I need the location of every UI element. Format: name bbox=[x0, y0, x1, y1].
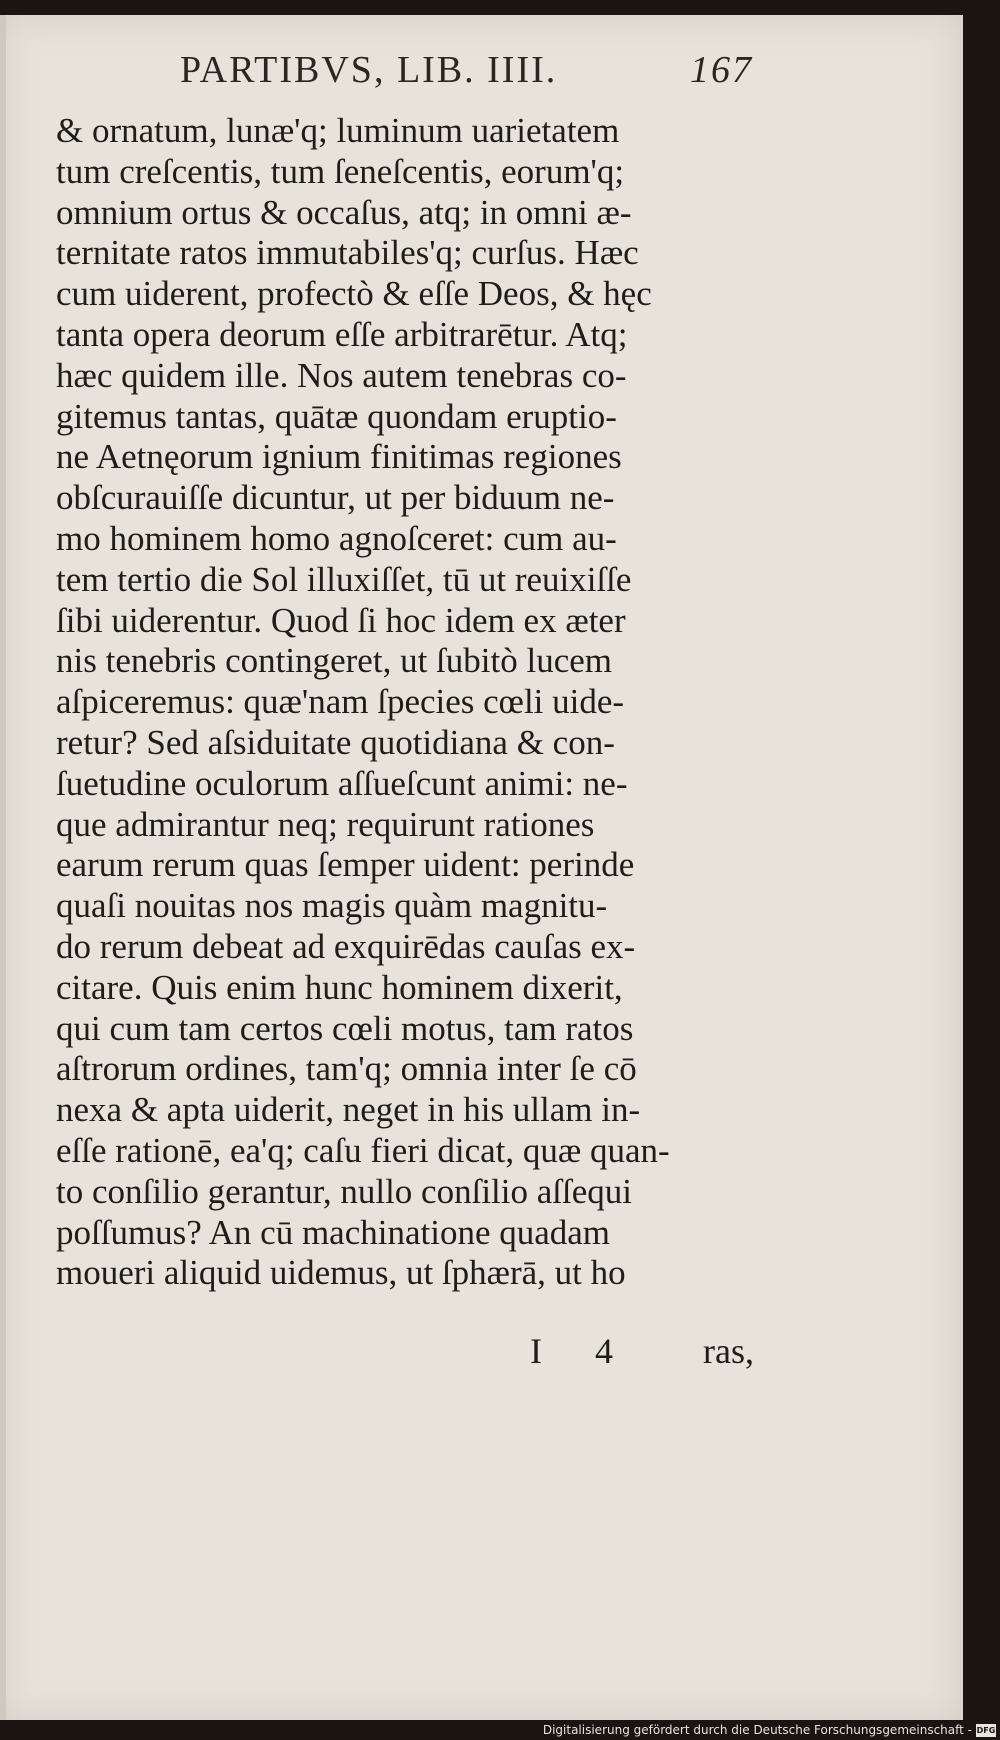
text-line: tanta opera deorum eſſe arbitrarētur. Atq; bbox=[56, 314, 628, 354]
text-line: aſpiceremus: quæ'nam ſpecies cœli uide- bbox=[56, 682, 625, 722]
text-line: hæc quidem ille. Nos autem tenebras co- bbox=[56, 355, 627, 395]
text-line: to conſilio gerantur, nullo conſilio aſſequi bbox=[56, 1171, 632, 1211]
text-line: ſibi uiderentur. Quod ſi hoc idem ex æter bbox=[56, 600, 626, 640]
text-line: & ornatum, lunæ'q; luminum uarietatem bbox=[56, 111, 620, 150]
text-line: ſuetudine oculorum aſſueſcunt animi: ne- bbox=[56, 763, 628, 803]
text-line: gitemus tantas, quātæ quondam eruptio- bbox=[56, 396, 617, 436]
text-line: cum uiderent, profectò & eſſe Deos, & hęc bbox=[56, 274, 652, 314]
text-line: omnium ortus & occaſus, atq; in omni æ- bbox=[56, 192, 632, 232]
text-line: citare. Quis enim hunc hominem dixerit, bbox=[56, 967, 623, 1007]
page-edge bbox=[0, 15, 6, 1720]
text-line: do rerum debeat ad exquirēdas cauſas ex- bbox=[56, 926, 636, 966]
text-line: que admirantur neq; requirunt rationes bbox=[56, 804, 595, 844]
text-line: ne Aetnęorum ignium finitimas regiones bbox=[56, 437, 622, 477]
running-title: PARTIBVS, LIB. IIII. bbox=[180, 49, 558, 91]
body-text bbox=[56, 111, 756, 1294]
text-line: nis tenebris contingeret, ut ſubitò lucem bbox=[56, 641, 612, 681]
text-line: tum creſcentis, tum ſeneſcentis, eorum'q; bbox=[56, 151, 625, 191]
text-line: moueri aliquid uidemus, ut ſphærā, ut ho bbox=[56, 1253, 626, 1293]
dfg-logo-icon: DFG bbox=[976, 1726, 996, 1735]
running-head bbox=[180, 48, 900, 98]
digitization-credit: Digitalisierung gefördert durch die Deutsche Forschungsgemeinschaft - bbox=[542, 1723, 972, 1737]
text-line: ternitate ratos immutabiles'q; curſus. Hæc bbox=[56, 233, 639, 273]
text-line: obſcurauiſſe dicuntur, ut per biduum ne- bbox=[56, 478, 615, 518]
text-line: poſſumus? An cū machinatione quadam bbox=[56, 1212, 611, 1252]
text-line: eſſe rationē, ea'q; caſu fieri dicat, quæ quan- bbox=[56, 1130, 670, 1170]
text-line: earum rerum quas ſemper uident: perinde bbox=[56, 845, 635, 885]
signature-mark: I 4 bbox=[530, 1331, 635, 1371]
text-line: nexa & apta uiderit, neget in his ullam in- bbox=[56, 1090, 641, 1130]
text-line: mo hominem homo agnoſceret: cum au- bbox=[56, 518, 617, 558]
text-line: retur? Sed aſsiduitate quotidiana & con- bbox=[56, 722, 615, 762]
text-line: aſtrorum ordines, tam'q; omnia inter ſe cō bbox=[56, 1049, 637, 1089]
text-line: qui cum tam certos cœli motus, tam ratos bbox=[56, 1008, 634, 1048]
text-line: tem tertio die Sol illuxiſſet, tū ut reuixiſſe bbox=[56, 559, 632, 599]
text-line: quaſi nouitas nos magis quàm magnitu- bbox=[56, 886, 608, 926]
catchword: ras, bbox=[703, 1331, 754, 1371]
credit-bar bbox=[0, 1720, 1000, 1740]
page-footer bbox=[500, 1330, 800, 1380]
page-number: 167 bbox=[690, 49, 753, 91]
